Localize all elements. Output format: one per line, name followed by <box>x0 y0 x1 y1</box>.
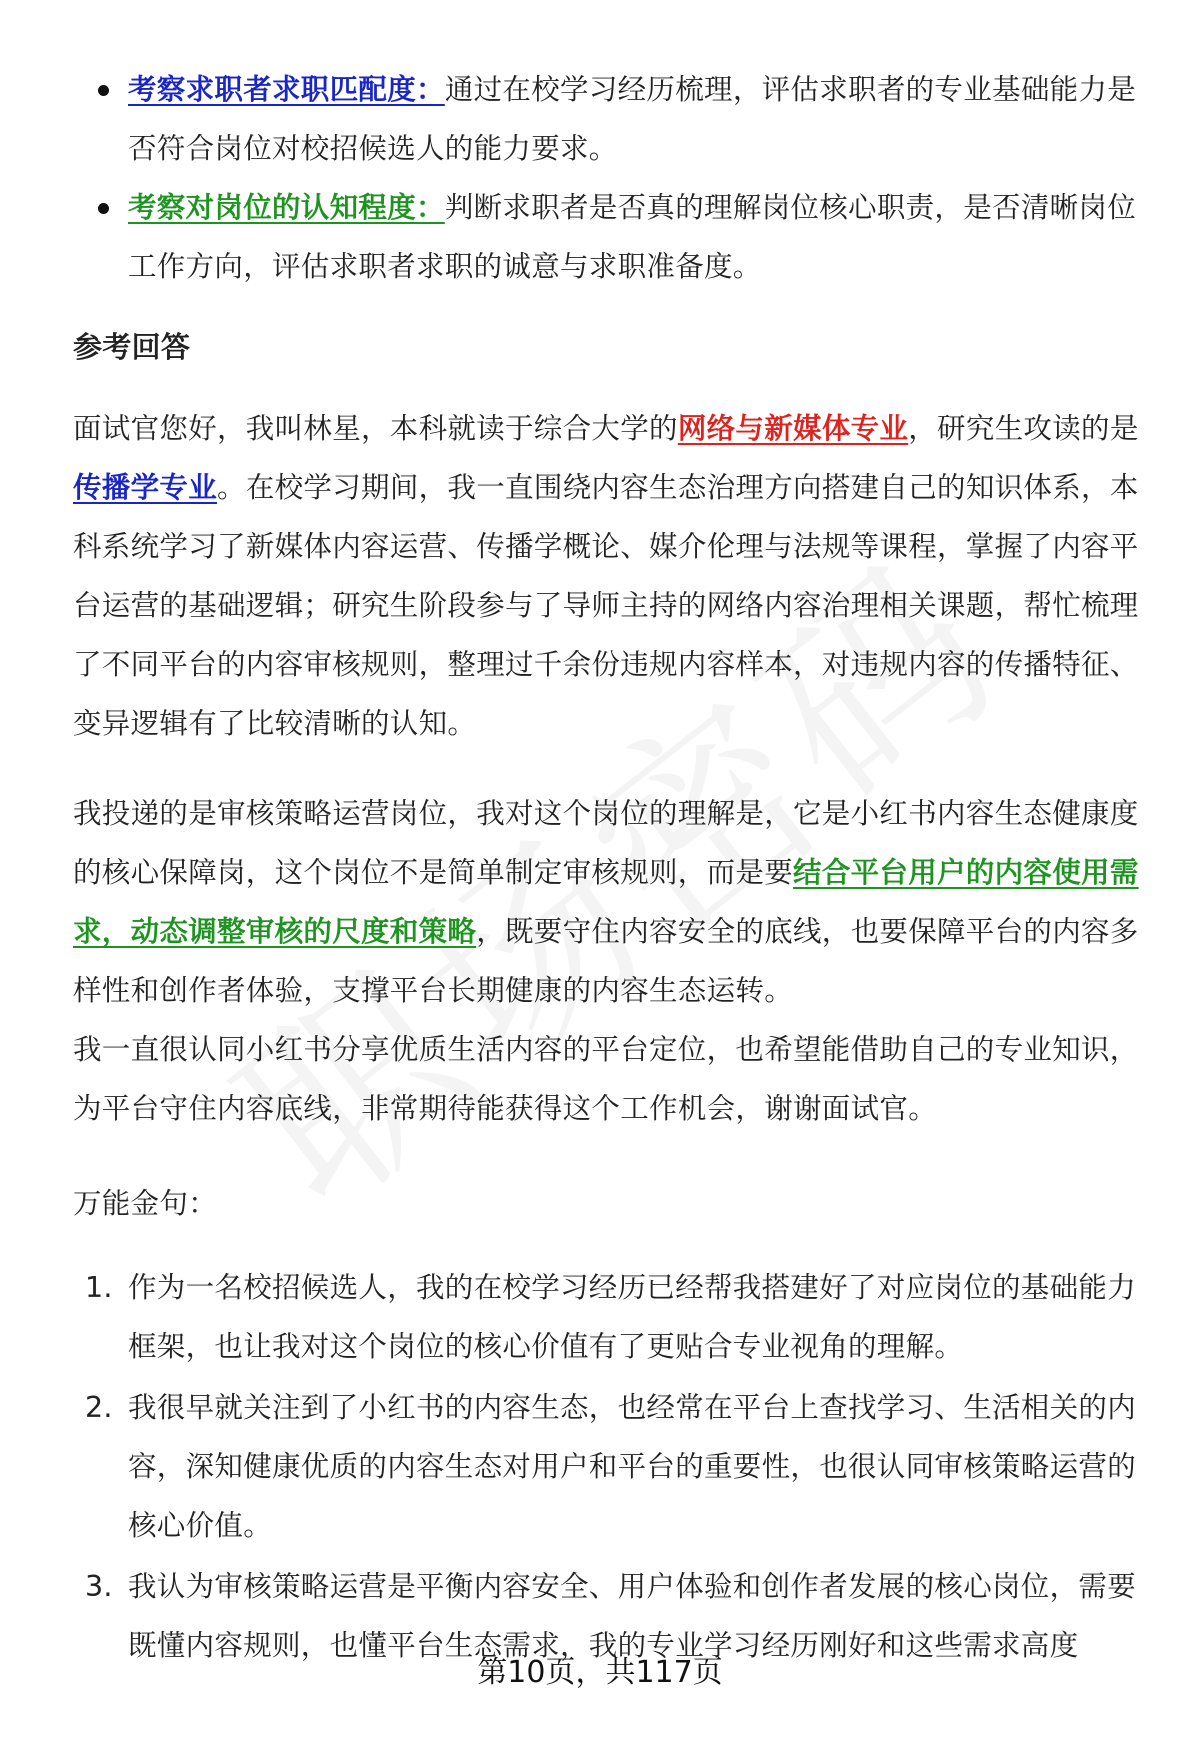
bullet-item-cognition <box>73 178 1153 296</box>
criteria-bullet-list <box>73 60 1153 296</box>
section-heading: 参考回答 <box>73 330 191 364</box>
list-number: 1. <box>85 1271 113 1304</box>
bullet-text: 判断求职者是否真的理解岗位核心职责，是否清晰岗位工作方向，评估求职者求职的诚意与求职准备度。 <box>128 191 1137 283</box>
para-line: 我一直很认同小红书分享优质生活内容的平台定位，也希望能借助自己的专业知识，为平台守住内容底线，非常期待能获得这个工作机会，谢谢面试官。 <box>73 1033 1139 1125</box>
list-item <box>73 1258 1153 1376</box>
list-number: 2. <box>85 1391 113 1424</box>
list-text: 我认为审核策略运营是平衡内容安全、用户体验和创作者发展的核心岗位，需要既懂内容规则，也懂平台生态需求，我的专业学习经历刚好和这些需求高度 <box>128 1570 1137 1662</box>
answer-paragraph-1 <box>73 399 1153 753</box>
para-text: 面试官您好，我叫林星，本科就读于综合大学的 <box>73 412 678 445</box>
para-text: ，既要守住内容安全的底线，也要保障平台的内容多样性和创作者体验，支撑平台长期健康的内容生态运转。 <box>73 915 1139 1007</box>
highlight-grad-major: 传播学专业 <box>73 471 218 504</box>
answer-paragraph-2 <box>73 784 1153 1138</box>
list-item <box>73 1378 1153 1555</box>
bullet-title: 考察求职者求职匹配度： <box>128 73 445 106</box>
list-number: 3. <box>85 1570 113 1603</box>
para-text: 。在校学习期间，我一直围绕内容生态治理方向搭建自己的知识体系，本科系统学习了新媒体内容运营、传播学概论、媒介伦理与法规等课程，掌握了内容平台运营的基础逻辑；研究生阶段参与了导师主持的网络内容治理相关课题，帮忙梳理了不同平台的内容审核规则，整理过千余份违规内容样本，对违规内容的传播特征、变异逻辑有了比较清晰的认知。 <box>73 471 1139 740</box>
highlight-major: 网络与新媒体专业 <box>677 412 909 445</box>
para-text: 我投递的是审核策略运营岗位，我对这个岗位的理解是，它是小红书内容生态健康度的核心保障岗，这个岗位不是简单制定审核规则，而是要 <box>73 797 1139 889</box>
para-text: ，研究生攻读的是 <box>908 412 1139 445</box>
bullet-dot-icon <box>98 203 109 214</box>
list-text: 我很早就关注到了小红书的内容生态，也经常在平台上查找学习、生活相关的内容，深知健康优质的内容生态对用户和平台的重要性，也很认同审核策略运营的核心价值。 <box>128 1391 1137 1542</box>
golden-sentences-label: 万能金句： <box>73 1187 218 1220</box>
highlight-strategy: 结合平台用户的内容使用需求，动态调整审核的尺度和策略 <box>73 856 1139 948</box>
page-number: 第10页，共117页 <box>477 1655 723 1690</box>
bullet-item-match <box>73 60 1153 178</box>
golden-sentences-list <box>73 1258 1153 1675</box>
bullet-dot-icon <box>98 85 109 96</box>
para-line <box>73 784 1153 1020</box>
list-text: 作为一名校招候选人，我的在校学习经历已经帮我搭建好了对应岗位的基础能力框架，也让我对这个岗位的核心价值有了更贴合专业视角的理解。 <box>128 1271 1137 1363</box>
bullet-text: 通过在校学习经历梳理，评估求职者的专业基础能力是否符合岗位对校招候选人的能力要求。 <box>128 73 1137 165</box>
bullet-title: 考察对岗位的认知程度： <box>128 191 445 224</box>
